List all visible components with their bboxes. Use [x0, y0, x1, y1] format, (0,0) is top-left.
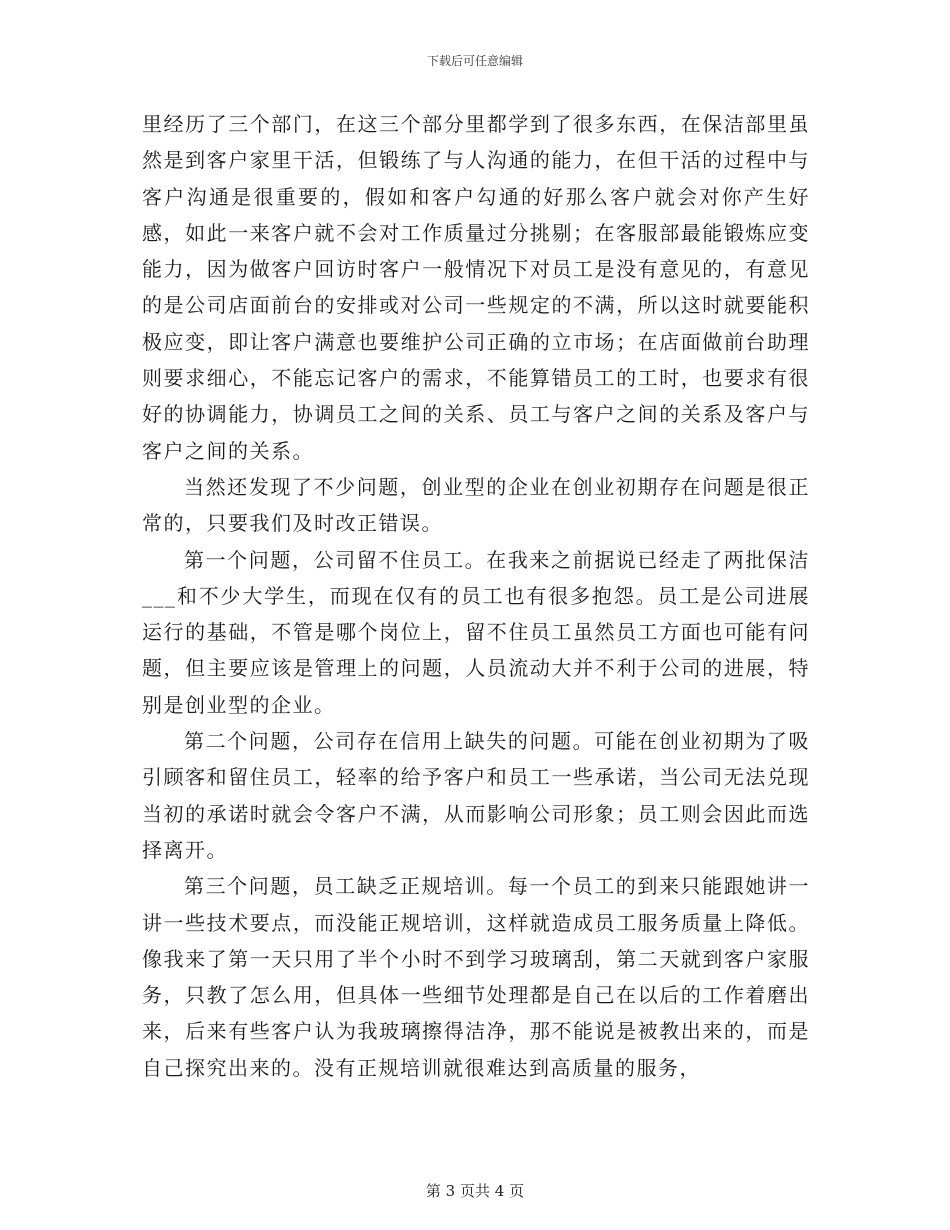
paragraph-5: 第三个问题，员工缺乏正规培训。每一个员工的到来只能跟她讲一讲一些技术要点，而没能正规培训，这样就造成员工服务质量上降低。像我来了第一天只用了半个小时不到学习玻璃刮，第二天就到客户家服务，只教了怎么用，但具体一些细节处理都是自己在以后的工作着磨出来，后来有些客户认为我玻璃擦得洁净，那不能说是被教出来的，而是自己探究出来的。没有正规培训就很难达到高质量的服务， — [142, 874, 810, 1080]
document-body — [142, 106, 810, 1086]
page-number: 第 3 页共 4 页 — [425, 1182, 525, 1200]
paragraph-4: 第二个问题，公司存在信用上缺失的问题。可能在创业初期为了吸引顾客和留住员工，轻率的给予客户和员工一些承诺，当公司无法兑现当初的承诺时就会令客户不满，从而影响公司形象；员工则会因此而选择离开。 — [142, 729, 810, 862]
page-header: 下载后可任意编辑 — [426, 54, 523, 68]
paragraph-1: 里经历了三个部门，在这三个部分里都学到了很多东西，在保洁部里虽然是到客户家里干活，但锻练了与人沟通的能力，在但干活的过程中与客户沟通是很重要的，假如和客户勾通的好那么客户就会对你产生好感，如此一来客户就不会对工作质量过分挑剔；在客服部最能锻炼应变能力，因为做客户回访时客户一般情况下对员工是没有意见的，有意见的是公司店面前台的安排或对公司一些规定的不满，所以这时就要能积极应变，即让客户满意也要维护公司正确的立市场；在店面做前台助理则要求细心，不能忘记客户的需求，不能算错员工的工时，也要求有很好的协调能力，协调员工之间的关系、员工与客户之间的关系及客户与客户之间的关系。 — [142, 112, 810, 463]
paragraph-3: 第一个问题，公司留不住员工。在我来之前据说已经走了两批保洁___和不少大学生，而现在仅有的员工也有很多抱怨。员工是公司进展运行的基础，不管是哪个岗位上，留不住员工虽然员工方面也可能有问题，但主要应该是管理上的问题，人员流动大并不利于公司的进展，特别是创业型的企业。 — [142, 547, 810, 717]
paragraph-2: 当然还发现了不少问题，创业型的企业在创业初期存在问题是很正常的，只要我们及时改正错误。 — [142, 474, 810, 536]
